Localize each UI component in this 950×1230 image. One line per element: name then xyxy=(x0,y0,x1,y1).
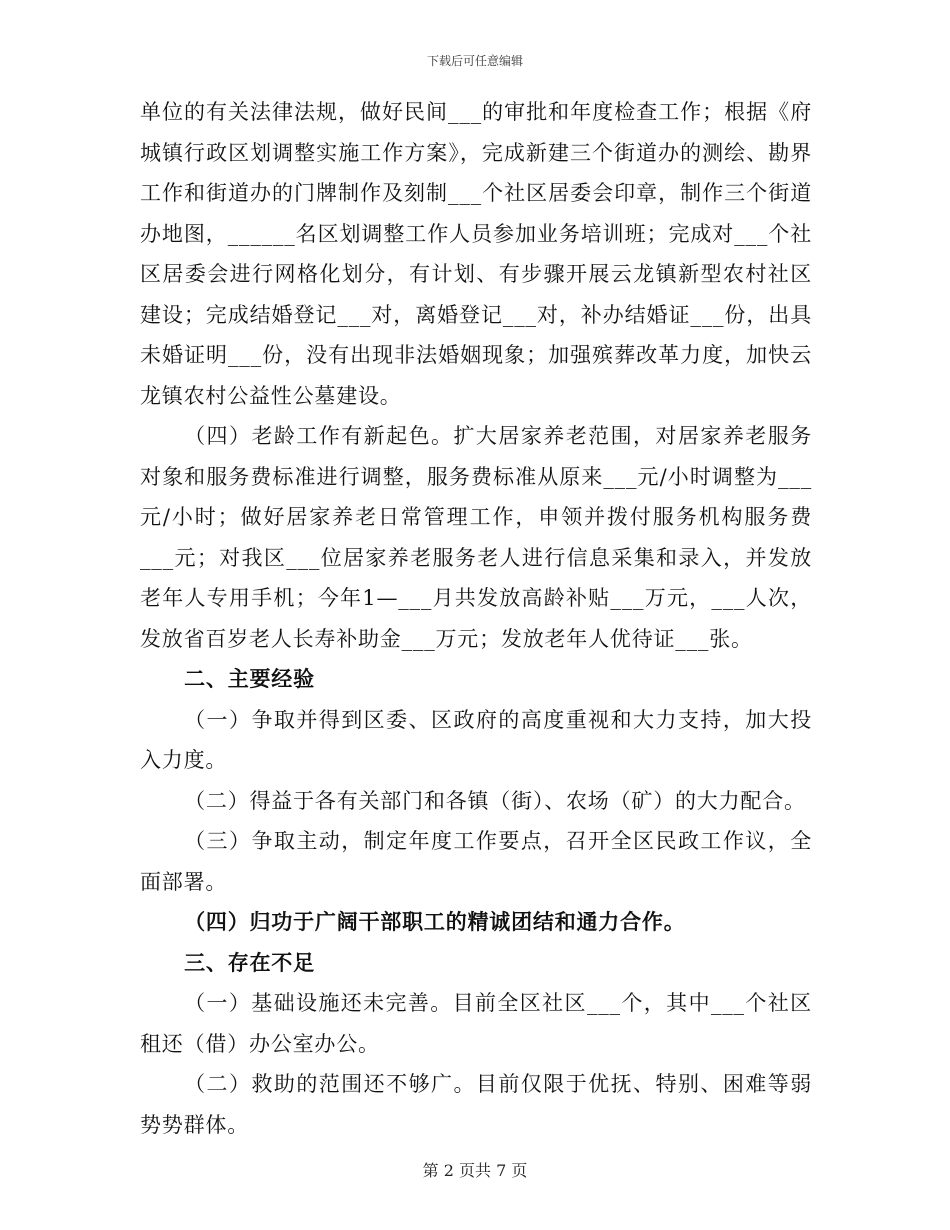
paragraph-shortcoming-2: （二）救助的范围还不够广。目前仅限于优抚、特别、困难等弱势势群体。 xyxy=(140,1072,812,1137)
paragraph-experience-3: （三）争取主动，制定年度工作要点，召开全区民政工作议，全面部署。 xyxy=(140,829,812,894)
paragraph-continuation: 单位的有关法律法规，做好民间___的审批和年度检查工作；根据《府城镇行政区划调整实施工作方案》，完成新建三个街道办的测绘、勘界工作和街道办的门牌制作及刻制___个社区居委会印章，制作三个街道办地图，______名区划调整工作人员参加业务培训班；完成对___个社区居委会进行网格化划分，有计划、有步骤开展云龙镇新型农村社区建设；完成结婚登记___对，离婚登记___对，补办结婚证___份，出具未婚证明___份，没有出现非法婚姻现象；加强殡葬改革力度，加快云龙镇农村公益性公墓建设。 xyxy=(140,100,812,408)
paragraph-experience-4: （四）归功于广阔干部职工的精诚团结和通力合作。 xyxy=(184,909,686,934)
paragraph-shortcoming-1: （一）基础设施还未完善。目前全区社区___个，其中___个社区租还（借）办公室办公。 xyxy=(140,991,812,1056)
page-footer: 第 2 页共 7 页 xyxy=(422,1161,528,1180)
document-body xyxy=(140,92,812,1145)
paragraph-experience-2: （二）得益于各有关部门和各镇（街）、农场（矿）的大力配合。 xyxy=(184,788,806,813)
section-heading-experience: 二、主要经验 xyxy=(184,666,315,691)
section-heading-shortcomings: 三、存在不足 xyxy=(184,949,315,975)
page-header: 下载后可任意编辑 xyxy=(426,54,523,68)
paragraph-elderly-work: （四）老龄工作有新起色。扩大居家养老范围，对居家养老服务对象和服务费标准进行调整，服务费标准从原来___元/小时调整为___元/小时；做好居家养老日常管理工作，申领并拨付服务机构服务费___元；对我区___位居家养老服务老人进行信息采集和录入，并发放老年人专用手机；今年1—___月共发放高龄补贴___万元，___人次，发放省百岁老人长寿补助金___万元；发放老年人优待证___张。 xyxy=(140,424,812,651)
paragraph-experience-1: （一）争取并得到区委、区政府的高度重视和大力支持，加大投入力度。 xyxy=(140,707,812,772)
